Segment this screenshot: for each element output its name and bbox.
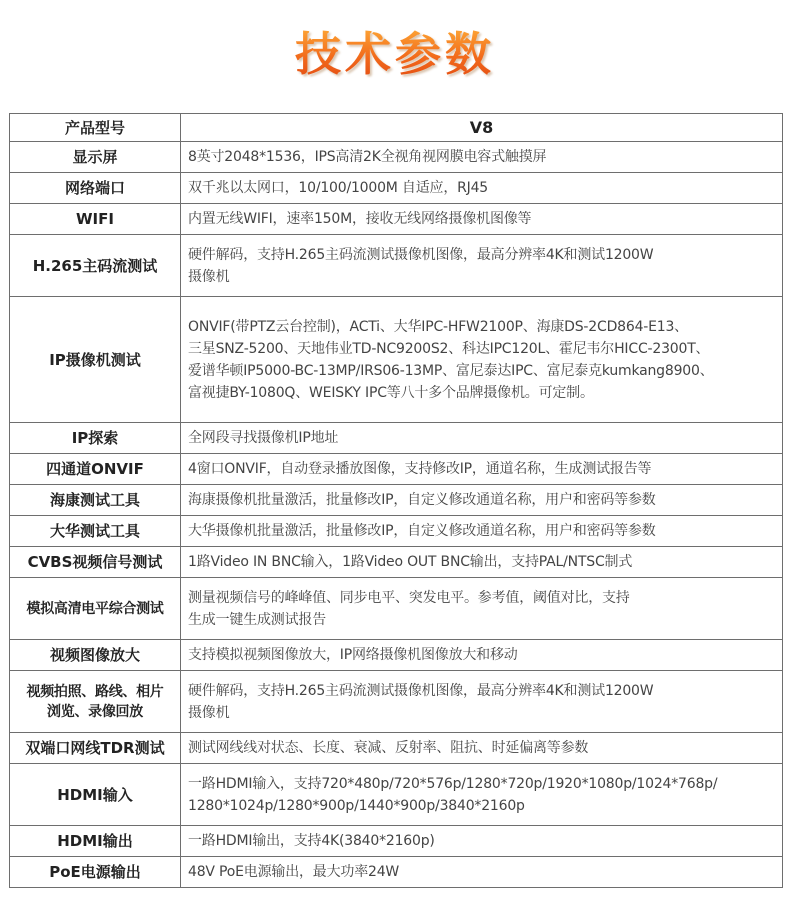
spec-label: 四通道ONVIF bbox=[10, 454, 181, 485]
table-row bbox=[10, 454, 783, 485]
spec-label: 模拟高清电平综合测试 bbox=[10, 578, 181, 640]
spec-label: 视频拍照、路线、相片 浏览、录像回放 bbox=[10, 671, 181, 733]
spec-value: 全网段寻找摄像机IP地址 bbox=[181, 423, 783, 454]
table-row bbox=[10, 173, 783, 204]
spec-label: 网络端口 bbox=[10, 173, 181, 204]
table-row bbox=[10, 857, 783, 888]
spec-label: 海康测试工具 bbox=[10, 485, 181, 516]
spec-value: 一路HDMI输入，支持720*480p/720*576p/1280*720p/1920*1080p/1024*768p/ 1280*1024p/1280*900p/1440*900p/3840*2160p bbox=[181, 764, 783, 826]
spec-label: IP探索 bbox=[10, 423, 181, 454]
spec-label: WIFI bbox=[10, 204, 181, 235]
table-row bbox=[10, 826, 783, 857]
spec-label: IP摄像机测试 bbox=[10, 297, 181, 423]
spec-value: 硬件解码，支持H.265主码流测试摄像机图像，最高分辨率4K和测试1200W 摄像机 bbox=[181, 671, 783, 733]
table-row bbox=[10, 485, 783, 516]
table-row bbox=[10, 142, 783, 173]
table-row bbox=[10, 235, 783, 297]
spec-value: 双千兆以太网口，10/100/1000M 自适应，RJ45 bbox=[181, 173, 783, 204]
page-title: 技术参数 bbox=[0, 22, 790, 86]
spec-value: 支持模拟视频图像放大，IP网络摄像机图像放大和移动 bbox=[181, 640, 783, 671]
spec-value: 测量视频信号的峰峰值、同步电平、突发电平。参考值，阈值对比，支持 生成一键生成测试报告 bbox=[181, 578, 783, 640]
table-row bbox=[10, 733, 783, 764]
table-row bbox=[10, 671, 783, 733]
spec-value: ONVIF(带PTZ云台控制)，ACTi、大华IPC-HFW2100P、海康DS-2CD864-E13、 三星SNZ-5200、天地伟业TD-NC9200S2、科达IPC120L、霍尼韦尔HICC-2300T、 爱谱华顿IP5000-BC-13MP/IRS06-13MP、富尼泰达IPC、富尼泰克kumkang8900、 富视捷BY-1080Q、WEISKY IPC等八十多个品牌摄像机。可定制。 bbox=[181, 297, 783, 423]
table-row bbox=[10, 516, 783, 547]
spec-value: 48V PoE电源输出，最大功率24W bbox=[181, 857, 783, 888]
spec-label: H.265主码流测试 bbox=[10, 235, 181, 297]
spec-label: HDMI输入 bbox=[10, 764, 181, 826]
spec-value: 海康摄像机批量激活，批量修改IP，自定义修改通道名称，用户和密码等参数 bbox=[181, 485, 783, 516]
spec-value: 1路Video IN BNC输入，1路Video OUT BNC输出，支持PAL/NTSC制式 bbox=[181, 547, 783, 578]
table-row bbox=[10, 640, 783, 671]
table-row bbox=[10, 297, 783, 423]
spec-label: 双端口网线TDR测试 bbox=[10, 733, 181, 764]
table-row bbox=[10, 764, 783, 826]
spec-label: CVBS视频信号测试 bbox=[10, 547, 181, 578]
spec-value: 8英寸2048*1536，IPS高清2K全视角视网膜电容式触摸屏 bbox=[181, 142, 783, 173]
spec-table bbox=[9, 113, 783, 888]
table-row bbox=[10, 578, 783, 640]
spec-value: 一路HDMI输出，支持4K(3840*2160p) bbox=[181, 826, 783, 857]
spec-value: 硬件解码，支持H.265主码流测试摄像机图像，最高分辨率4K和测试1200W 摄像机 bbox=[181, 235, 783, 297]
spec-label: 视频图像放大 bbox=[10, 640, 181, 671]
table-row bbox=[10, 423, 783, 454]
table-row bbox=[10, 547, 783, 578]
spec-value: 测试网线线对状态、长度、衰减、反射率、阻抗、时延偏离等参数 bbox=[181, 733, 783, 764]
header-model-value: V8 bbox=[181, 114, 783, 142]
spec-label: HDMI输出 bbox=[10, 826, 181, 857]
table-header-row bbox=[10, 114, 783, 142]
spec-value: 大华摄像机批量激活，批量修改IP，自定义修改通道名称，用户和密码等参数 bbox=[181, 516, 783, 547]
spec-label: PoE电源输出 bbox=[10, 857, 181, 888]
table-row bbox=[10, 204, 783, 235]
header-label: 产品型号 bbox=[10, 114, 181, 142]
spec-label: 大华测试工具 bbox=[10, 516, 181, 547]
spec-value: 内置无线WIFI，速率150M，接收无线网络摄像机图像等 bbox=[181, 204, 783, 235]
spec-label: 显示屏 bbox=[10, 142, 181, 173]
spec-value: 4窗口ONVIF，自动登录播放图像，支持修改IP，通道名称，生成测试报告等 bbox=[181, 454, 783, 485]
